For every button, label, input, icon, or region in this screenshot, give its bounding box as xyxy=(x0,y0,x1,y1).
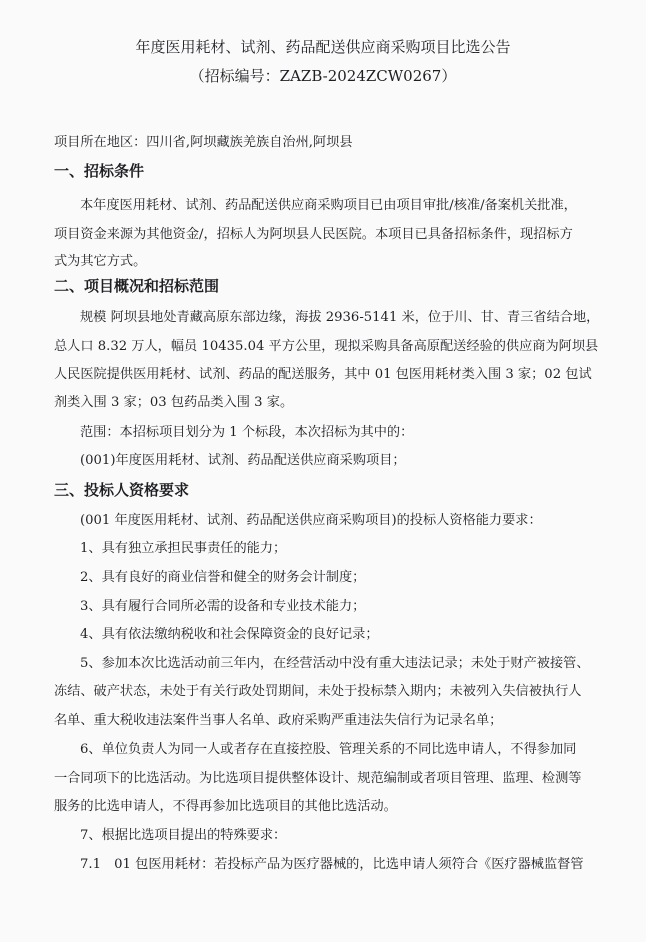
paragraph-line: 规模 阿坝县地处青藏高原东部边缘，海拔 2936-5141 米，位于川、甘、青三省结合地， xyxy=(80,310,600,325)
paragraph-line: (001)年度医用耗材、试剂、药品配送供应商采购项目； xyxy=(80,453,406,468)
paragraph-line: 1、具有独立承担民事责任的能力； xyxy=(80,541,287,556)
document-title: 年度医用耗材、试剂、药品配送供应商采购项目比选公告 xyxy=(135,38,511,56)
paragraph-line: 项目资金来源为其他资金/，招标人为阿坝县人民医院。本项目已具备招标条件，现招标方 xyxy=(54,227,573,242)
paragraph-line: 本年度医用耗材、试剂、药品配送供应商采购项目已由项目审批/核准/备案机关批准， xyxy=(80,198,577,213)
section-heading: 一、招标条件 xyxy=(54,162,145,180)
section-heading: 三、投标人资格要求 xyxy=(54,481,190,499)
paragraph-line: 冻结、破产状态，未处于有关行政处罚期间，未处于投标禁入期内；未被列入失信被执行人 xyxy=(54,684,582,699)
paragraph-line: 3、具有履行合同所必需的设备和专业技术能力； xyxy=(80,599,366,614)
paragraph-line: 服务的比选申请人，不得再参加比选项目的其他比选活动。 xyxy=(54,799,397,814)
paragraph-line: 2、具有良好的商业信誉和健全的财务会计制度； xyxy=(80,570,366,585)
paragraph-line: (001 年度医用耗材、试剂、药品配送供应商采购项目)的投标人资格能力要求： xyxy=(80,513,542,528)
paragraph-line: 名单、重大税收违法案件当事人名单、政府采购严重违法失信行为记录名单； xyxy=(54,713,503,728)
tender-number: （招标编号：ZAZB-2024ZCW0267） xyxy=(189,67,457,85)
paragraph-line: 人民医院提供医用耗材、试剂、药品的配送服务，其中 01 包医用耗材类入围 3 家；02 包试 xyxy=(54,367,592,382)
paragraph-line: 5、参加本次比选活动前三年内，在经营活动中没有重大违法记录；未处于财产被接管、 xyxy=(80,656,590,671)
paragraph-line: 范围：本招标项目划分为 1 个标段，本次招标为其中的： xyxy=(80,425,414,440)
paragraph-line: 总人口 8.32 万人，幅员 10435.04 平方公里，现拟采购具备高原配送经验的供应商为阿坝县 xyxy=(54,339,599,354)
project-location: 项目所在地区：四川省,阿坝藏族羌族自治州,阿坝县 xyxy=(54,135,353,150)
paragraph-line: 一合同项下的比选活动。为比选项目提供整体设计、规范编制或者项目管理、监理、检测等 xyxy=(54,771,582,786)
paragraph-line: 式为其它方式。 xyxy=(54,254,147,269)
paragraph-line: 6、单位负责人为同一人或者存在直接控股、管理关系的不同比选申请人，不得参加同 xyxy=(80,742,577,757)
paragraph-line: 剂类入围 3 家；03 包药品类入围 3 家。 xyxy=(54,395,294,410)
paragraph-line: 7.1 01 包医用耗材：若投标产品为医疗器械的，比选申请人须符合《医疗器械监督管 xyxy=(80,857,584,872)
paragraph-line: 4、具有依法缴纳税收和社会保障资金的良好记录； xyxy=(80,627,379,642)
paragraph-line: 7、根据比选项目提出的特殊要求： xyxy=(80,828,287,843)
section-heading: 二、项目概况和招标范围 xyxy=(54,277,220,295)
